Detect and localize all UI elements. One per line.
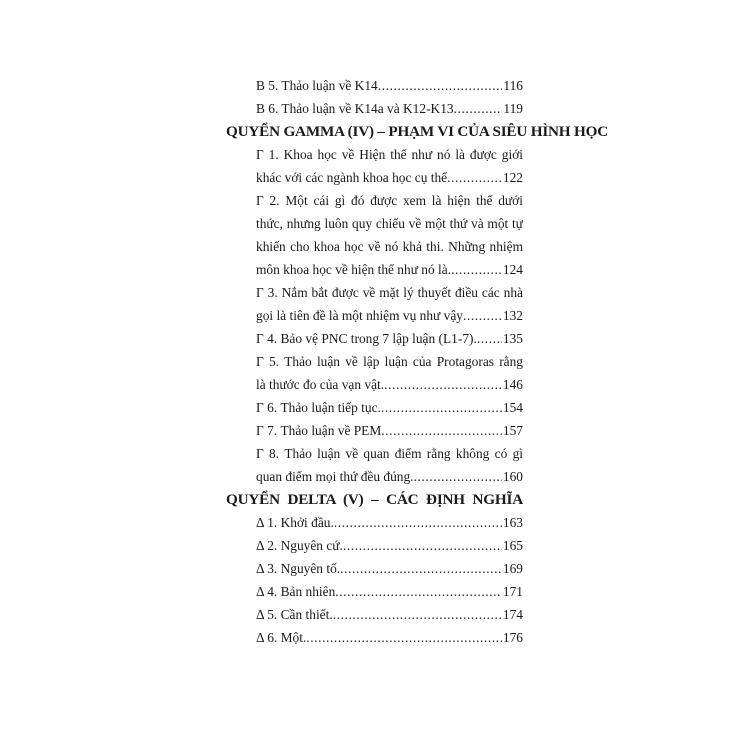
toc-entry	[256, 189, 523, 281]
entry-last-line	[256, 97, 523, 120]
toc-entry	[256, 97, 523, 120]
entry-text: Γ 7. Thảo luận về PEM	[256, 423, 382, 438]
toc-entry	[256, 557, 523, 580]
entry-text-line: Γ 1. Khoa học về Hiện thể như nó là được giới	[256, 147, 523, 162]
entry-last-line	[256, 396, 523, 419]
page-number: 176	[502, 630, 523, 645]
toc-entry	[256, 442, 523, 488]
toc-entry	[256, 396, 523, 419]
entry-text: Δ 1. Khởi đầu.	[256, 515, 334, 530]
entry-last-line	[256, 373, 523, 396]
dot-leader	[447, 166, 502, 189]
page-number: 154	[502, 400, 523, 415]
page-number: 119	[503, 101, 523, 116]
toc-entry	[256, 580, 523, 603]
page-number: 116	[503, 78, 523, 93]
entry-last-line	[256, 580, 523, 603]
entry-last-line	[256, 511, 523, 534]
entry-text: Γ 4. Bảo vệ PNC trong 7 lập luận (L1-7).	[256, 331, 477, 346]
entry-last-line	[256, 166, 523, 189]
toc-entry	[256, 534, 523, 557]
entry-last-line	[256, 626, 523, 649]
toc-entry	[256, 603, 523, 626]
entry-text: Δ 3. Nguyên tố.	[256, 561, 341, 576]
entry-text-line: Γ 8. Thảo luận về quan điểm rằng không có gì	[256, 446, 523, 461]
entry-text: quan điểm mọi thứ đều đúng.	[256, 469, 414, 484]
page-number: 132	[502, 308, 523, 323]
entry-text: gọi là tiên đề là một nhiệm vụ như vậy	[256, 308, 463, 323]
toc-entry	[256, 419, 523, 442]
toc-entry	[256, 143, 523, 189]
entry-text-line: Γ 2. Một cái gì đó được xem là hiện thể dưới	[256, 193, 523, 208]
entry-text: Δ 6. Một.	[256, 630, 307, 645]
page-number: 165	[502, 538, 523, 553]
entry-text: Δ 2. Nguyên cứ.	[256, 538, 343, 553]
page-number: 169	[502, 561, 523, 576]
dot-leader	[414, 465, 502, 488]
entry-text: là thước đo của vạn vật.	[256, 377, 385, 392]
entry-text-line: khiến cho khoa học về nó khả thi. Những nhiệm	[256, 239, 523, 254]
dot-leader	[306, 626, 502, 649]
dot-leader	[335, 580, 502, 603]
dot-leader	[340, 557, 502, 580]
page-number: 174	[502, 607, 523, 622]
toc-entry	[256, 626, 523, 649]
page-number: 146	[502, 377, 523, 392]
toc-entry	[256, 350, 523, 396]
entry-last-line	[256, 465, 523, 488]
page-number: 163	[502, 515, 523, 530]
entry-last-line	[256, 304, 523, 327]
page-number: 171	[502, 584, 523, 599]
dot-leader	[381, 419, 502, 442]
section-heading: QUYỂN GAMMA (IV) – PHẠM VI CỦA SIÊU HÌNH HỌC	[226, 123, 609, 140]
dot-leader	[463, 304, 502, 327]
page-number: 160	[502, 469, 523, 484]
entry-text: Δ 5. Cần thiết.	[256, 607, 333, 622]
table-of-contents	[226, 74, 609, 649]
page-number: 122	[502, 170, 523, 185]
entry-text: khác với các ngành khoa học cụ thể	[256, 170, 448, 185]
entry-text: Δ 4. Bản nhiên	[256, 584, 336, 599]
page-number: 124	[502, 262, 523, 277]
dot-leader	[381, 396, 502, 419]
dot-leader	[454, 97, 503, 120]
page-number: 157	[502, 423, 523, 438]
toc-entry	[256, 511, 523, 534]
dot-leader	[477, 327, 502, 350]
entry-text-line: Γ 3. Nắm bắt được về mặt lý thuyết điều các nhà	[256, 285, 523, 300]
entry-text: B 6. Thảo luận về K14a và K12-K13	[256, 101, 454, 116]
dot-leader	[451, 258, 502, 281]
toc-entry	[256, 74, 523, 97]
entry-text-line: Γ 5. Thảo luận về lập luận của Protagoras rằng	[256, 354, 523, 369]
toc-entry	[256, 281, 523, 327]
entry-text: B 5. Thảo luận về K14	[256, 78, 378, 93]
entry-last-line	[256, 74, 523, 97]
dot-leader	[384, 373, 502, 396]
page-number: 135	[502, 331, 523, 346]
dot-leader	[333, 603, 502, 626]
entry-text: môn khoa học về hiện thể như nó là.	[256, 262, 452, 277]
entry-last-line	[256, 534, 523, 557]
dot-leader	[334, 511, 502, 534]
entry-last-line	[256, 603, 523, 626]
entry-text: Γ 6. Thảo luận tiếp tục.	[256, 400, 381, 415]
entry-last-line	[256, 258, 523, 281]
entry-last-line	[256, 327, 523, 350]
dot-leader	[378, 74, 503, 97]
entry-text-line: thức, nhưng luôn quy chiếu về một thứ và một tự	[256, 216, 523, 231]
dot-leader	[343, 534, 502, 557]
entry-last-line	[256, 419, 523, 442]
toc-entry	[256, 327, 523, 350]
section-heading: QUYỂN DELTA (V) – CÁC ĐỊNH NGHĨA	[226, 491, 523, 508]
entry-last-line	[256, 557, 523, 580]
